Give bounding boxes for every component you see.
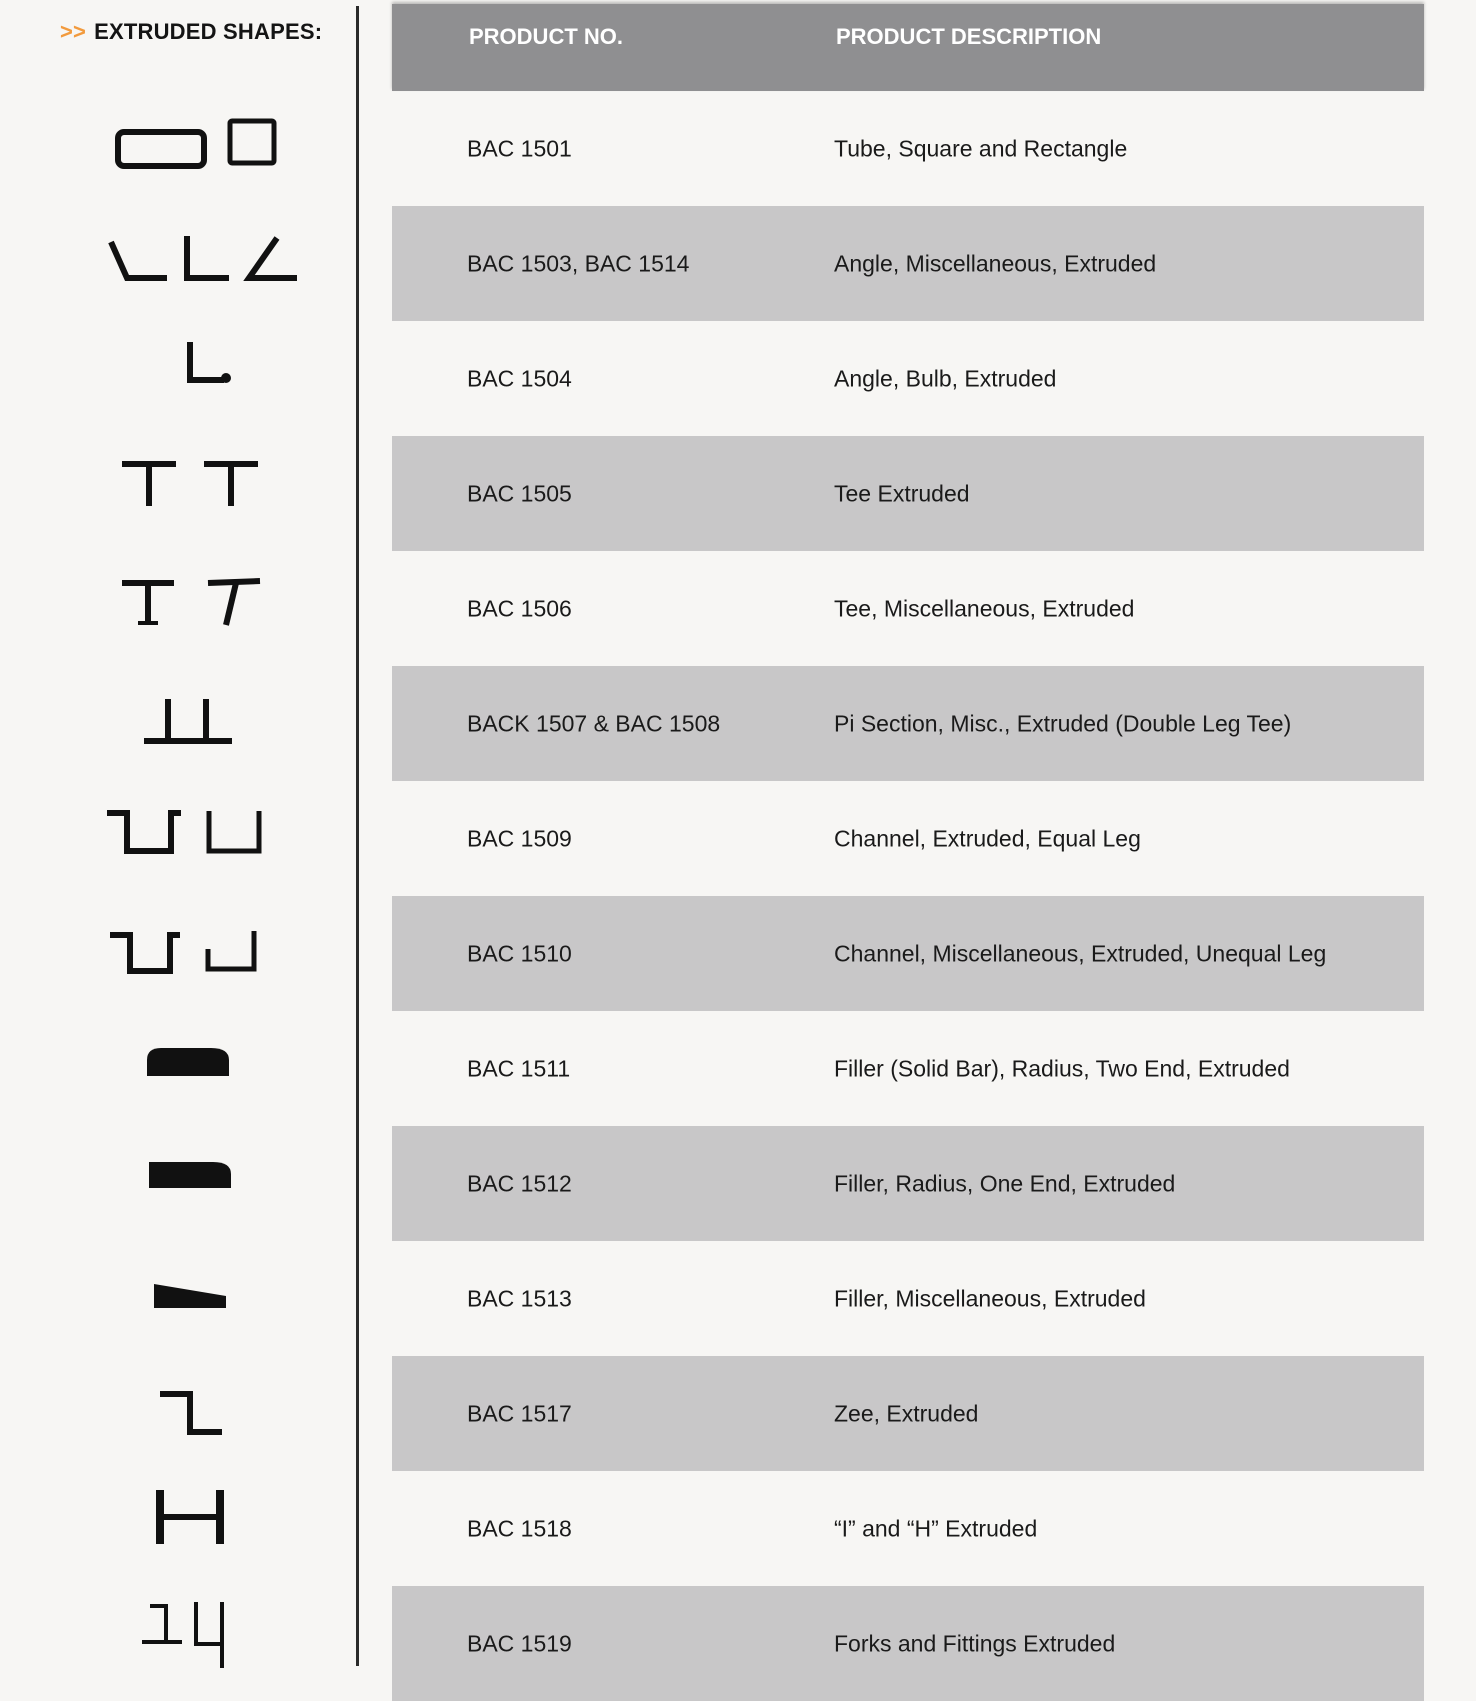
product-description-cell: Filler, Miscellaneous, Extruded	[834, 1285, 1146, 1311]
filler-radius-two-end-icon	[145, 1046, 231, 1078]
table-row	[392, 1011, 1424, 1126]
product-description-cell: Channel, Miscellaneous, Extruded, Unequal Leg	[834, 940, 1327, 966]
product-description-cell: Tee, Miscellaneous, Extruded	[834, 595, 1135, 621]
angle-bulb-icon	[180, 338, 244, 388]
product-no-cell: BAC 1504	[467, 365, 572, 391]
table-row	[392, 1471, 1424, 1586]
filler-radius-one-end-icon	[147, 1160, 233, 1190]
table-row	[392, 896, 1424, 1011]
tee-icon	[118, 456, 278, 510]
channel-unequal-leg-icon	[108, 925, 268, 977]
product-description-cell: Channel, Extruded, Equal Leg	[834, 825, 1141, 851]
table-row	[392, 666, 1424, 781]
product-no-cell: BACK 1507 & BAC 1508	[467, 710, 721, 736]
product-description-cell: Angle, Bulb, Extruded	[834, 365, 1057, 391]
table-header	[392, 4, 1424, 91]
table-row	[392, 321, 1424, 436]
product-description-cell: Pi Section, Misc., Extruded (Double Leg Tee)	[834, 710, 1292, 736]
double-chevron-icon: >>	[60, 19, 87, 44]
forks-fittings-icon	[138, 1598, 234, 1670]
pi-section-icon	[142, 695, 238, 747]
product-no-cell: BAC 1517	[467, 1400, 572, 1426]
product-description-cell: Tee Extruded	[834, 480, 970, 506]
product-description-cell: Filler (Solid Bar), Radius, Two End, Extruded	[834, 1055, 1290, 1081]
table-row	[392, 551, 1424, 666]
product-no-cell: BAC 1510	[467, 940, 572, 966]
tube-square-rectangle-icon	[110, 115, 280, 175]
product-description-cell: “I” and “H” Extruded	[834, 1515, 1038, 1541]
zee-icon	[158, 1388, 228, 1440]
product-description-cell: Zee, Extruded	[834, 1400, 979, 1426]
product-no-cell: BAC 1512	[467, 1170, 572, 1196]
extruded-shapes-title	[60, 19, 322, 45]
product-no-cell: BAC 1509	[467, 825, 572, 851]
product-no-cell: BAC 1511	[467, 1055, 571, 1081]
product-no-cell: BAC 1519	[467, 1630, 572, 1656]
product-description-cell: Filler, Radius, One End, Extruded	[834, 1170, 1176, 1196]
extruded-shapes-label: EXTRUDED SHAPES:	[94, 19, 323, 44]
i-h-beam-icon	[152, 1488, 230, 1546]
product-no-cell: BAC 1503, BAC 1514	[467, 250, 690, 276]
product-no-cell: BAC 1505	[467, 480, 572, 506]
table-row	[392, 436, 1424, 551]
table-row	[392, 1356, 1424, 1471]
table-row	[392, 206, 1424, 321]
product-description-cell: Forks and Fittings Extruded	[834, 1630, 1116, 1656]
product-no-cell: BAC 1506	[467, 595, 572, 621]
column-divider	[356, 6, 359, 1666]
angle-misc-icon	[105, 230, 305, 286]
channel-equal-leg-icon	[105, 805, 275, 857]
product-no-cell: BAC 1501	[467, 135, 572, 161]
product-description-cell: Tube, Square and Rectangle	[834, 135, 1128, 161]
table-row	[392, 781, 1424, 896]
header-product-description: PRODUCT DESCRIPTION	[836, 24, 1102, 49]
table-row	[392, 1586, 1424, 1701]
tee-misc-icon	[118, 575, 278, 629]
table-row	[392, 1126, 1424, 1241]
header-product-no: PRODUCT NO.	[469, 24, 623, 49]
product-no-cell: BAC 1513	[467, 1285, 572, 1311]
filler-misc-icon	[152, 1282, 228, 1310]
product-no-cell: BAC 1518	[467, 1515, 572, 1541]
product-description-cell: Angle, Miscellaneous, Extruded	[834, 250, 1157, 276]
table-row	[392, 1241, 1424, 1356]
table-row	[392, 91, 1424, 206]
